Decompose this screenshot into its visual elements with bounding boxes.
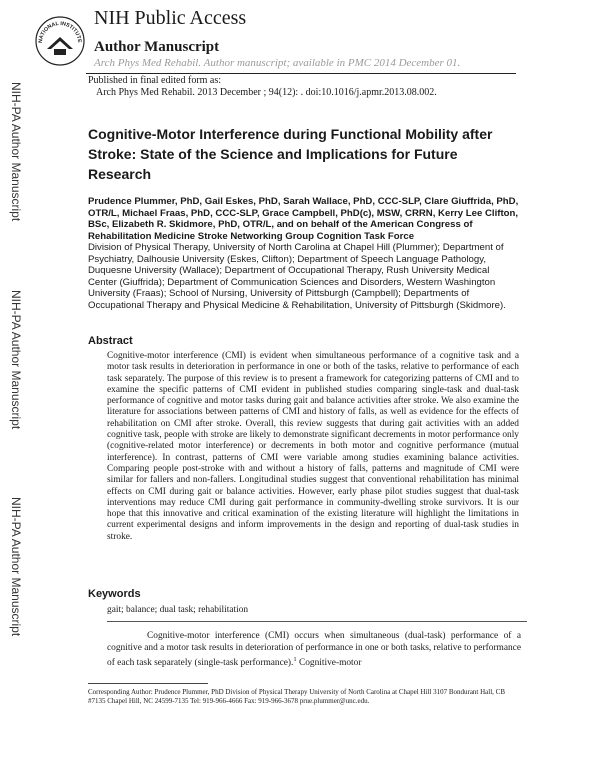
keywords-list: gait; balance; dual task; rehabilitation <box>107 605 249 615</box>
section-divider <box>107 621 527 622</box>
author-manuscript-label: Author Manuscript <box>94 39 220 55</box>
article-title: Cognitive-Motor Interference during Functional Mobility after Stroke: State of the Science and Implications for Future Research <box>88 126 493 182</box>
keywords-heading: Keywords <box>88 588 141 600</box>
reference-superscript[interactable]: 1 <box>293 656 297 664</box>
abstract-heading: Abstract <box>88 335 133 347</box>
citation-line: Arch Phys Med Rehabil. 2013 December ; 94(12): . doi:10.1016/j.apmr.2013.08.002. <box>96 87 437 98</box>
nih-public-access-title: NIH Public Access <box>94 7 247 29</box>
intro-paragraph <box>107 631 521 670</box>
side-label-bottom: NIH-PA Author Manuscript <box>9 497 23 637</box>
availability-note: Arch Phys Med Rehabil. Author manuscript; available in PMC 2014 December 01. <box>94 57 461 69</box>
intro-text: Cognitive-motor interference (CMI) occurs when simultaneous (dual-task) performance of a cognitive and a motor task results in deterioration of performance in one or both tasks, relative to performance of each task separately (single-task performance). <box>107 631 521 669</box>
author-list: Prudence Plummer, PhD, Gail Eskes, PhD, Sarah Wallace, PhD, CCC-SLP, Clare Giuffrida, PhD, OTR/L, Michael Fraas, PhD, CCC-SLP, Grace Campbell, PhD(c), MSW, CRRN, Kerry Lee Clifton, BSc, Elizabeth R. Skidmore, PhD, OTR/L, and on behalf of the American Congress of Rehabilitation Medicine Stroke Networking Group Cognition Task Force <box>88 196 519 242</box>
abstract-body: Cognitive-motor interference (CMI) is evident when simultaneous performance of a cognitive task and a motor task results in deterioration in performance in one or both of the tasks, relative to performance of each task separately. The purpose of this review is to present a framework for categorizing patterns of CMI and to examine the specific patterns of CMI evident in published studies comparing single-task and dual-task performance of cognitive and motor tasks during gait and balance activities after stroke. We also examine the literature for associations between patterns of CMI and history of falls, as well as evidence for the effects of rehabilitation on CMI after stroke. Overall, this review suggests that during gait activities with an added cognitive task, people with stroke are likely to demonstrate significant decrements in motor performance only (cognitive-related motor interference) or decrements in both motor and cognitive performance (mutual interference). In contrast, patterns of CMI were variable among studies examining balance activities. Comparing people post-stroke with and without a history of falls, patterns and magnitude of CMI were similar for fallers and non-fallers. Longitudinal studies suggest that conventional rehabilitation has minimal effects on CMI during gait or balance activities. However, early phase pilot studies suggest that dual-task interventions may reduce CMI during gait performance in community-dwelling stroke survivors. It is our hope that this innovative and critical examination of the existing literature will highlight the limitations in current experimental designs and inform improvements in the design and reporting of dual-task studies in stroke. <box>107 351 519 542</box>
affiliations: Division of Physical Therapy, University of North Carolina at Chapel Hill (Plummer); Department of Psychiatry, Dalhousie University (Eskes, Clifton); Department of Speech Language Pathology, Duquesne University (Wallace); Department of Occupational Therapy, Rush University Medical Center (Giuffrida); Department of Communication Sciences and Disorders, Western Washington University (Fraas); School of Nursing, University of Pittsburgh (Campbell); Departments of Occupational Therapy and Physical Medicine & Rehabilitation, University of Pittsburgh (Skidmore). <box>88 242 506 311</box>
logo-arc-text: NATIONAL INSTITUTE <box>37 20 83 44</box>
footnote-rule <box>88 683 208 684</box>
header-rule <box>86 73 516 74</box>
side-label-middle: NIH-PA Author Manuscript <box>9 290 23 430</box>
nih-seal-logo <box>34 9 86 69</box>
side-label-top: NIH-PA Author Manuscript <box>9 82 23 222</box>
intro-text-continued: Cognitive-motor <box>296 658 362 669</box>
corresponding-author-footnote: Corresponding Author: Prudence Plummer, PhD Division of Physical Therapy University of North Carolina at Chapel Hill 3107 Bondurant Hall, CB #7135 Chapel Hill, NC 24599-7135 Tel: 919-966-4666 Fax: 919-966-3678 prue.plummer@unc.edu. <box>88 688 506 705</box>
published-note: Published in final edited form as: <box>88 75 222 86</box>
